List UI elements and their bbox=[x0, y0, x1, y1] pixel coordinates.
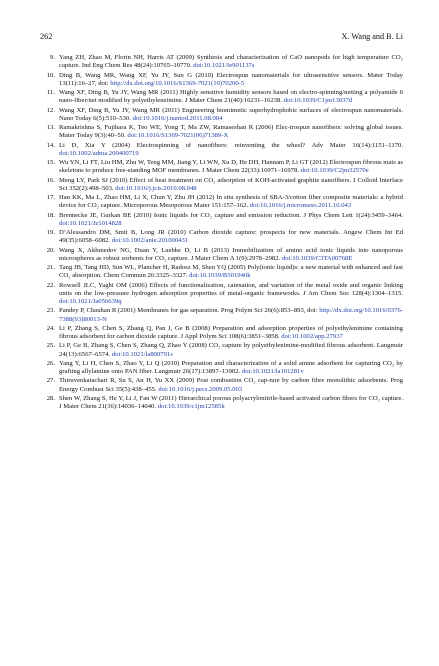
reference-item bbox=[40, 142, 403, 159]
reference-citation: Rowsell JLC, Yaghi OM (2006) Effects of functionalization, catenation, and variation of the metal oxide and organic linking units on the low-pressure hydrogen adsorption properties of metal-organic frameworks. J Am Chem Soc 128(4):1304–1315. bbox=[59, 281, 403, 297]
reference-doi-link[interactable]: doi:10.1016/S1369-7021(06)71389-X bbox=[127, 132, 229, 140]
reference-item bbox=[40, 72, 403, 89]
reference-item bbox=[40, 212, 403, 229]
reference-text bbox=[59, 307, 403, 324]
reference-text bbox=[59, 142, 403, 159]
reference-number: 15. bbox=[46, 159, 55, 166]
reference-doi-link[interactable]: doi:10.1002/anie.201000431 bbox=[111, 237, 189, 245]
reference-text bbox=[59, 72, 403, 89]
reference-citation: Yang Y, Li H, Chen S, Zhao Y, Li Q (2010) Preparation and characterization of a solid amine adsorbent for capturing CO₂ by grafting allylamine onto PAN fiber. Langmuir 26(17):13897–13902. bbox=[59, 359, 403, 376]
reference-text bbox=[59, 377, 403, 394]
reference-number: 28. bbox=[46, 394, 55, 402]
reference-text bbox=[59, 247, 403, 264]
reference-number: 12. bbox=[46, 106, 55, 114]
running-head-authors: X. Wang and B. Li bbox=[341, 32, 403, 41]
reference-text bbox=[59, 282, 403, 307]
reference-item bbox=[40, 307, 403, 324]
reference-citation: Wang X, Akhmedov NG, Duan Y, Luebke D, Li B (2013) Immobilization of amino acid ionic liquids into nanoporous microspheres as robust sorbents for CO₂ capture. J Mater Chem A 1(9):2978–2982. bbox=[59, 246, 403, 262]
reference-citation: Ding B, Wang MR, Wang XF, Yu JY, Sun G (2010) Electrospun nanomaterials for ultrasensitive sensors. Mater Today 13(11):16–27, doi: bbox=[59, 71, 403, 87]
reference-text bbox=[59, 107, 403, 124]
reference-text bbox=[59, 54, 403, 71]
reference-text bbox=[59, 124, 403, 141]
reference-text bbox=[59, 194, 403, 211]
reference-item bbox=[40, 159, 403, 176]
reference-text bbox=[59, 229, 403, 246]
reference-doi-link[interactable]: doi:10.1039/C1jm13037d bbox=[283, 97, 353, 105]
reference-doi-link[interactable]: doi:10.1016/j.jcis.2010.08.048 bbox=[115, 184, 197, 192]
reference-citation: Li P, Ge B, Zhang S, Chen S, Zhang Q, Zhao Y (2008) CO₂ capture by polyethylenimine-modified fibrous adsorbent. Langmuir 24(13):6567–6574. bbox=[59, 342, 403, 358]
reference-citation: Brennecke JE, Gurkan BE (2010) Ionic liquids for CO₂ capture and emission reduction. J Phys Chem Lett 1(24):3459–3464. bbox=[59, 211, 403, 219]
reference-item bbox=[40, 264, 403, 281]
reference-doi-link[interactable]: doi:10.1021/Ie901137s bbox=[193, 62, 255, 70]
reference-citation: Tang JB, Tang HD, Sun WL, Plancher H, Radosz M, Shen YQ (2005) Poly(ionic liquid)s: a new material with enhanced and fast CO₂ absorption. Chem Commun 26:3325–3327. bbox=[59, 264, 403, 280]
reference-doi-link[interactable]: doi:10.1016/j.nantod.2011.08.004 bbox=[132, 114, 223, 122]
reference-item bbox=[40, 282, 403, 307]
reference-number: 17. bbox=[46, 194, 55, 201]
reference-doi-link[interactable]: doi:10.1021/la101281v bbox=[241, 368, 304, 376]
reference-text bbox=[59, 177, 403, 194]
reference-item bbox=[40, 194, 403, 211]
reference-list bbox=[40, 54, 403, 412]
reference-citation: Shen W, Zhang S, He Y, Li J, Fan W (2011) Hierarchical porous polyacrylonitrile-based activated carbon fibers for CO₂ capture. J Mater Chem 21(36):14036–14040. bbox=[59, 394, 403, 411]
reference-doi-link[interactable]: http://dx.doi.org/10.1016/0376-7388(93)80013-N bbox=[59, 307, 403, 323]
reference-number: 18. bbox=[46, 211, 55, 219]
reference-citation: Ramakrishna S, Fujihara K, Teo WE, Yong T, Ma ZW, Ramaseshan R (2006) Elec-trospun nanofibers: solving global issues. Mater Today 9(3):40–50. bbox=[59, 124, 403, 140]
reference-citation: Li D, Xia Y (2004) Electrospinning of nanofibers: reinventing the wheel? Adv Mater 16(14):1151–1170. bbox=[59, 141, 403, 149]
reference-citation: Meng LY, Park SJ (2010) Effect of heat treatment on CO₂ adsorption of KOH-activated graphite nanofibers. J Colloid Interface Sci 352(2):498–503. bbox=[59, 176, 403, 192]
reference-doi-link[interactable]: doi:10.1002/adma.200400719 bbox=[59, 149, 139, 157]
reference-doi-link[interactable]: doi:10.1002/app.27937 bbox=[281, 333, 343, 341]
reference-item bbox=[40, 177, 403, 194]
reference-number: 27. bbox=[46, 377, 55, 385]
reference-text bbox=[59, 212, 403, 229]
reference-number: 9. bbox=[50, 54, 55, 61]
reference-item bbox=[40, 377, 403, 394]
reference-number: 16. bbox=[46, 176, 55, 184]
reference-number: 13. bbox=[46, 124, 55, 131]
reference-text bbox=[59, 342, 403, 359]
reference-citation: Thiruvenkatachari R, Su S, An H, Yu XX (2009) Post combustion CO₂ cap-ture by carbon fibre monolithic adsorbents. Prog Energy Combust Sci 35(5):438–455. bbox=[59, 377, 403, 393]
reference-number: 23. bbox=[46, 307, 55, 315]
reference-item bbox=[40, 107, 403, 124]
reference-item bbox=[40, 247, 403, 264]
reference-doi-link[interactable]: http://dx.doi.org/10.1016/S1369-7021(10)70200-5 bbox=[110, 79, 245, 87]
reference-doi-link[interactable]: doi:10.1039/B501940k bbox=[189, 272, 251, 280]
reference-number: 14. bbox=[46, 141, 55, 149]
reference-doi-link[interactable]: doi:10.1039/C2jm32570e bbox=[300, 167, 369, 175]
reference-doi-link[interactable]: doi:10.1039/c1jm12585k bbox=[157, 403, 225, 411]
reference-number: 19. bbox=[46, 229, 55, 236]
reference-number: 25. bbox=[46, 342, 55, 350]
reference-number: 11. bbox=[46, 89, 55, 96]
reference-item bbox=[40, 54, 403, 71]
reference-item bbox=[40, 89, 403, 106]
reference-citation: Wang XF, Ding B, Yu JY, Wang MR (2011) Engineering biomimetic superhydrophobic surfaces of electrospun nanomaterials. Nano Today 6(5):510–530. bbox=[59, 106, 403, 122]
reference-number: 10. bbox=[46, 71, 55, 79]
reference-citation: Han KK, Ma L, Zhao HM, Li X, Chun Y, Zhu JH (2012) In situ synthesis of SBA-3/cotton fiber composite materials: a hybrid device for CO₂ capture. Microporous Mesoporous Mater 151:157–162. bbox=[59, 194, 403, 210]
running-header bbox=[40, 32, 403, 42]
reference-number: 22. bbox=[46, 281, 55, 289]
reference-citation: Pandey P, Chauhan R (2001) Membranes for gas separation. Prog Polym Sci 26(6):853–893, doi: bbox=[59, 307, 320, 315]
reference-item bbox=[40, 395, 403, 412]
reference-citation: Li P, Zhang S, Chen S, Zhang Q, Pan J, Ge B (2008) Preparation and adsorption properties of polyethylenimine containing fibrous adsorbent for carbon dioxide capture. J Appl Polym Sci 108(6):3851–3858. bbox=[59, 324, 403, 341]
reference-citation: Wang XF, Ding B, Yu JY, Wang MR (2011) Highly sensitive humidity sensors based on electro-spinning/netting a polyamide 6 nano-fiber/net modified by polyethyleneimine. J Mater Chem 21(40):16231–16238. bbox=[59, 89, 403, 105]
reference-doi-link[interactable]: doi:10.1021/la800791s bbox=[111, 350, 173, 358]
reference-text bbox=[59, 325, 403, 342]
reference-text bbox=[59, 360, 403, 377]
reference-item bbox=[40, 124, 403, 141]
reference-citation: D’Alessandro DM, Smit B, Long JR (2010) Carbon dioxide capture: prospects for new materials. Angew Chem Int Ed 49(35):6058–6082. bbox=[59, 229, 403, 245]
reference-item bbox=[40, 229, 403, 246]
reference-number: 26. bbox=[46, 359, 55, 367]
reference-number: 20. bbox=[46, 246, 55, 254]
reference-doi-link[interactable]: doi:10.1039/C3TA00768E bbox=[281, 254, 353, 262]
reference-doi-link[interactable]: doi:10.1021/Jz1014828 bbox=[59, 219, 122, 227]
reference-number: 21. bbox=[46, 264, 55, 271]
reference-citation: Yang ZH, Zhao M, Florin NH, Harris AT (2009) Synthesis and characterization of CaO nanopods for high temperature CO₂ capture. Ind Eng Chem Res 48(24):10765–10770. bbox=[59, 54, 403, 70]
reference-text bbox=[59, 159, 403, 176]
reference-item bbox=[40, 360, 403, 377]
reference-text bbox=[59, 264, 403, 281]
reference-text bbox=[59, 89, 403, 106]
reference-text bbox=[59, 395, 403, 412]
reference-number: 24. bbox=[46, 324, 55, 332]
reference-item bbox=[40, 342, 403, 359]
reference-item bbox=[40, 325, 403, 342]
page-number: 262 bbox=[40, 32, 53, 41]
reference-doi-link[interactable]: doi:10.1016/j.micromeso.2011.10.043 bbox=[249, 202, 352, 210]
reference-doi-link[interactable]: doi:10.1021/Ja056639q bbox=[59, 298, 122, 306]
reference-doi-link[interactable]: doi:10.1016/j.pecs.2009.05.003 bbox=[158, 385, 243, 393]
reference-citation: Wu YN, Li FT, Liu HM, Zhu W, Teng MM, Jiang Y, Li WN, Xu D, He DH, Hannam P, Li GT (2012) Electrospun fibrous mats as skeletons to produce free-standing MOF membranes. J Mater Chem 22(33):16971–16978. bbox=[59, 159, 403, 175]
